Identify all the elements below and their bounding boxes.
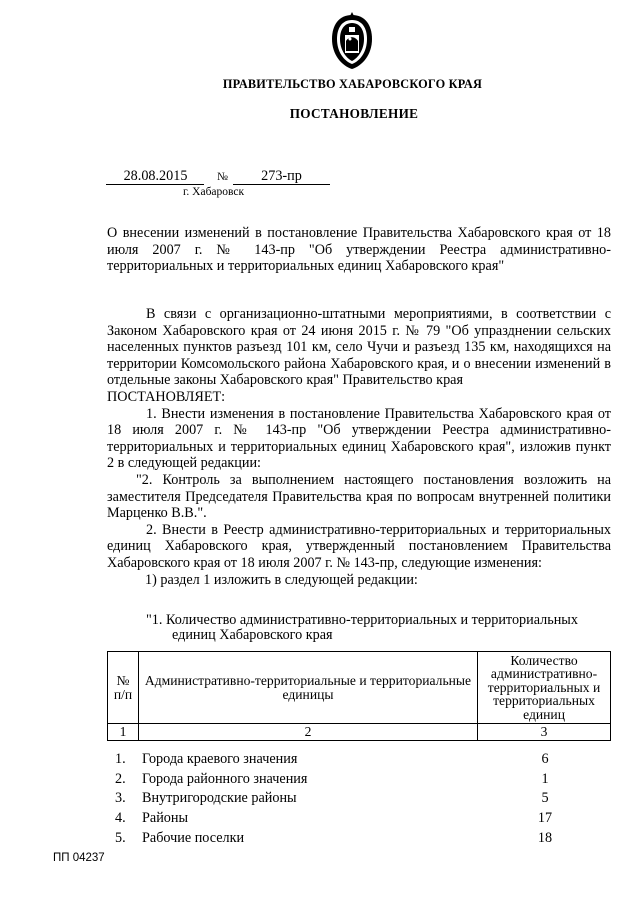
khabarovsk-coat-of-arms-icon [329,11,375,71]
row-number: 3. [115,790,126,807]
table-rows [107,751,611,849]
city: г. Хабаровск [183,186,245,198]
clause-quote-paragraph: "2. Контроль за выполнением настоящего постановления возложить на заместителя Председателя Правительства края по вопросам внутренней политики Марценко В.В.". [107,471,611,522]
row-number: 1. [115,751,126,767]
column-number-cell: 3 [478,724,611,741]
clause-2-paragraph: 2. Внести в Реестр административно-территориальных и территориальных единиц Хабаровского края, утвержденный постановлением Правительства Хабаровского края от 18 июля 2007 г. № 143-пр, следующие изменения: [107,521,611,571]
table-row [107,790,611,810]
row-label: Города краевого значения [142,751,298,767]
row-number: 2. [115,770,126,787]
column-number-cell: 2 [138,724,477,741]
date-underline [106,184,204,185]
row-label: Рабочие поселки [142,829,245,846]
row-label: Районы [142,810,188,827]
row-value: 18 [537,829,553,846]
section-title-line-1: "1. Количество административно-территориальных и территориальных [146,612,578,628]
government-name: ПРАВИТЕЛЬСТВО ХАБАРОВСКОГО КРАЯ [222,77,483,91]
subclause-paragraph: 1) раздел 1 изложить в следующей редакции: [145,571,418,588]
row-label: Внутригородские районы [142,790,297,807]
header-cell-count: Количество административно-территориальных и территориальных единиц [478,652,611,724]
section-title [146,613,614,643]
table-row [107,771,611,791]
document-code: ПП 04237 [53,852,105,864]
row-value: 17 [537,810,553,827]
preamble-paragraph: В связи с организационно-штатными мероприятиями, в соответствии с Законом Хабаровского края от 24 июня 2015 г. № 79 "Об упразднении сельских населенных пунктов разъезд 101 км, село Чучи и разъезд 135 км, находящихся на территории Комсомольского района Хабаровского края, и о внесении изменений в отдельные законы Хабаровского края" Правительство края [107,306,611,389]
row-value: 5 [541,790,549,807]
row-number: 5. [115,829,126,846]
table-column-numbers-row [108,724,611,741]
resolves-heading: ПОСТАНОВЛЯЕТ: [107,388,226,405]
table-row [107,810,611,830]
header-cell-number: № п/п [108,652,139,724]
number-underline [233,184,330,185]
section-title-line-2: единиц Хабаровского края [172,627,333,643]
row-number: 4. [115,810,126,827]
clause-1-paragraph: 1. Внести изменения в постановление Правительства Хабаровского края от 18 июля 2007 г. № 143-пр "Об утверждении Реестра административно-территориальных и территориальных единиц Хабаровского края", изложив пункт 2 в следующей редакции: [107,405,611,472]
table-row [107,751,611,771]
header-cell-units: Административно-территориальные и территориальные единицы [138,652,477,724]
row-value: 6 [541,751,549,767]
document-number: 273-пр [261,168,302,184]
row-value: 1 [541,770,549,787]
document-date: 28.08.2015 [123,168,188,184]
number-sign: № [217,171,228,183]
document-subject: О внесении изменений в постановление Правительства Хабаровского края от 18 июля 2007 г. № 143-пр "Об утверждении Реестра административно-территориальных и территориальных единиц Хабаровского края" [107,225,611,275]
document-type: ПОСТАНОВЛЕНИЕ [289,106,419,121]
table-row [107,830,611,850]
table-header-row [108,652,611,724]
column-number-cell: 1 [108,724,139,741]
document-body [107,306,611,588]
row-label: Города районного значения [142,770,308,787]
registry-table [107,651,611,741]
